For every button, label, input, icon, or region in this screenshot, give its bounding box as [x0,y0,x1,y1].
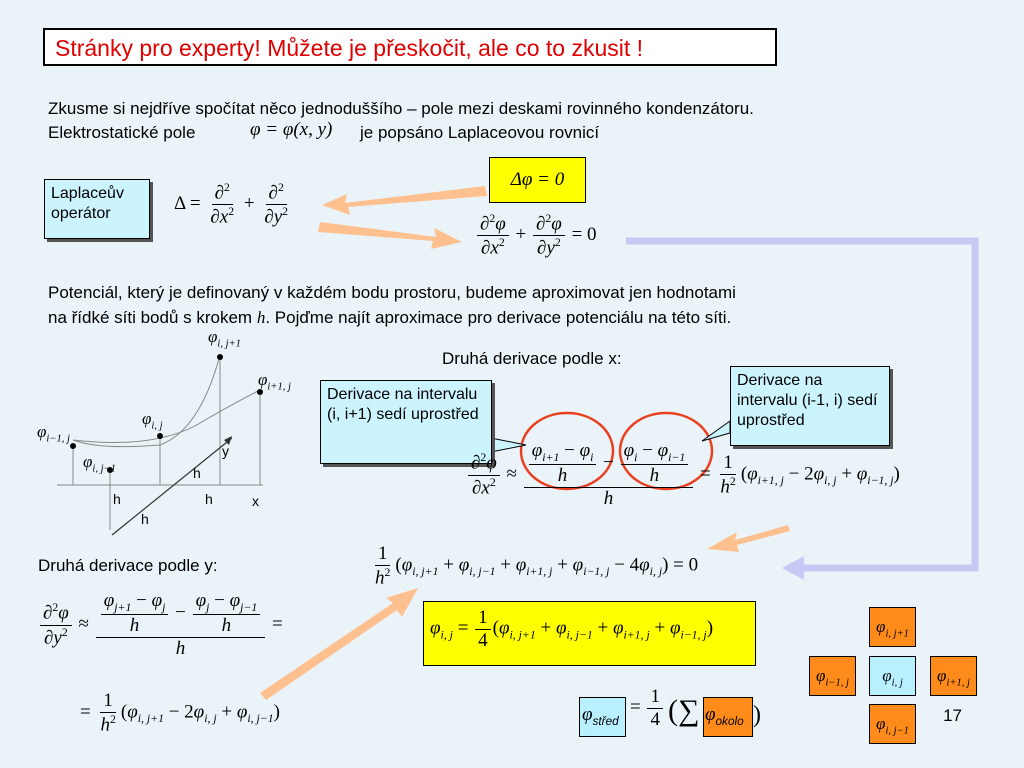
arrow-to-sum [707,525,790,552]
arrow-to-equation [318,222,462,249]
average-formula-box: $\varphi_{i, j}$ = $\frac{1}{4}$ $(\varphi_{i, j+1} + \varphi_{i, j-1} + \varphi_{i+1, j} + \varphi_{i-1, j})$ [423,601,756,666]
arrow-to-combined [260,588,418,700]
grid-point [70,443,76,449]
label-phi-i-jplus1: $\varphi_{i, j+1}$ [208,327,241,350]
label-phi-iminus1-j: $\varphi_{i-1, j}$ [37,422,70,445]
arrow-to-operator [322,186,487,215]
intro-line-2-start: Elektrostatické pole [48,123,196,142]
second-derivative-y-label: Druhá derivace podle y: [38,556,218,575]
axis-label-y: y [222,443,229,459]
axis-label-x: x [252,493,259,509]
second-derivative-x-formula: $\frac{\partial^2\varphi}{\partial x^2}$ ≈ $\frac{\varphi_{i+1} - \varphi_i}{h}$ − $\frac{\varphi_i - \varphi_{i-1}}{h}$ h = $\frac{1}{h^2}$ $(\varphi_{i+1, j} - 2\varphi_{i, j} + \varphi_{i-1, j})$ [466,440,900,510]
laplace-equation-box: Δφ = 0 [489,157,586,203]
label-phi-i-jminus1: $\varphi_{i, j-1}$ [83,452,116,475]
grid-point [157,433,163,439]
okolo-subscript: okolo [715,714,744,728]
label-phi-iplus1-j: $\varphi_{i+1, j}$ [258,370,291,393]
stencil-left: $\varphi_{i-1, j}$ [809,656,856,696]
grid-point [217,354,223,360]
center-equals-quarter: = $\frac{1}{4}$ [630,686,665,731]
step-label-h: h [193,465,201,481]
step-h: h [256,308,266,327]
intro-line-1: Zkusme si nejdříve spočítat něco jednoduššího – pole mezi deskami rovinného kondenzátoru. [48,99,754,118]
surround-phi-label: $\varphi_{okolo}$ [705,704,744,728]
callout-forward: Derivace na intervalu (i, i+1) sedí uprostřed [320,380,492,464]
step-label-h: h [205,491,213,507]
second-derivative-y-formula: $\frac{\partial^2\varphi}{\partial y^2}$ ≈ $\frac{\varphi_{j+1} - \varphi_j}{h}$ − $\frac{\varphi_j - \varphi_{j-1}}{h}$ h = [38,590,283,660]
laplace-equation-expanded: $\frac{\partial^2\varphi}{\partial x^2}$ + $\frac{\partial^2\varphi}{\partial y^2}$ = 0 [475,212,597,259]
potential-line-2-end: . Pojďme najít aproximace pro derivace potenciálu na této síti. [265,308,732,327]
stencil-right: $\varphi_{i+1, j}$ [930,656,977,696]
potential-line-2-start: na řídké síti bodů s krokem [48,308,253,327]
page-number: 17 [943,706,962,725]
second-derivative-x-label: Druhá derivace podle x: [442,349,622,368]
stencil-center: $\varphi_{i, j}$ [869,656,916,696]
intro-line-2-end: je popsáno Laplaceovou rovnicí [360,123,600,142]
label-phi-i-j: $\varphi_{i, j}$ [142,409,163,432]
stred-subscript: střed [592,714,619,728]
second-derivative-y-result: = $\frac{1}{h^2}$ $(\varphi_{i, j+1} - 2\varphi_{i, j} + \varphi_{i, j-1})$ [80,690,280,736]
callout-backward: Derivace na intervalu (i-1, i) sedí uprostřed [730,366,890,446]
stencil-bottom: $\varphi_{i, j-1}$ [869,704,916,744]
sum-symbol: (∑ [668,694,700,727]
lavender-arrowhead [782,556,804,580]
laplace-operator-formula: Δ = $\frac{\partial^2}{\partial x^2}$ + $\frac{\partial^2}{\partial y^2}$ [174,181,289,228]
center-phi-label: $\varphi_{střed}$ [582,704,619,728]
close-paren: ) [753,702,761,728]
step-label-h: h [141,511,149,527]
potential-line-1: Potenciál, který je definovaný v každém bodu prostoru, budeme aproximovat jen hodnotami [48,283,736,302]
phi-xy-formula: φ = φ(x, y) [250,119,333,140]
y-axis-line [112,438,232,535]
discrete-laplace-equation: $\frac{1}{h^2}$ $(\varphi_{i, j+1} + \varphi_{i, j-1} + \varphi_{i+1, j} + \varphi_{i-1, j} - 4\varphi_{i, j}) = 0$ [375,543,699,589]
page-title: Stránky pro experty! Můžete je přeskočit, ale co to zkusit ! [43,28,777,66]
stencil-top: $\varphi_{i, j+1}$ [869,607,916,647]
step-label-h: h [113,491,121,507]
laplace-operator-callout: Laplaceův operátor [44,179,150,239]
